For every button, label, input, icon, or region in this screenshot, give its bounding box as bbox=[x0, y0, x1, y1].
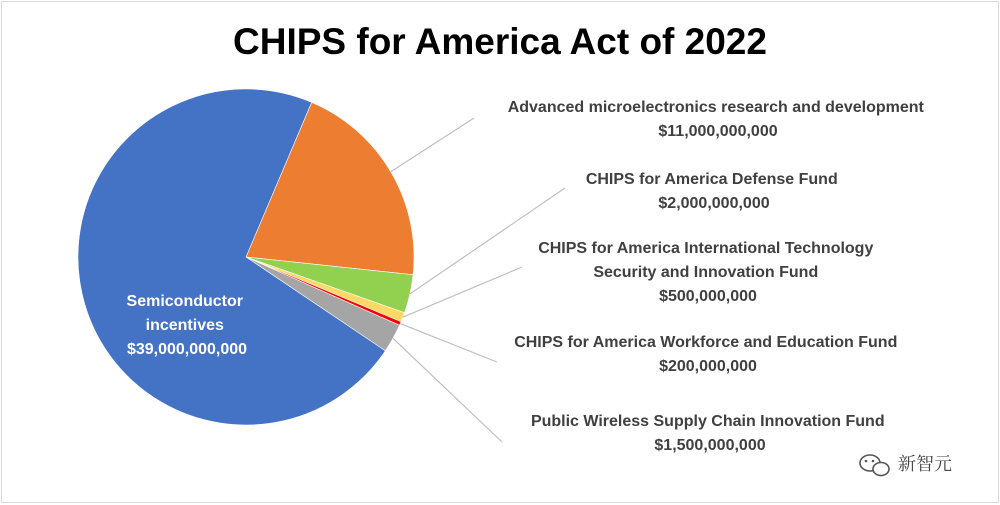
watermark bbox=[860, 454, 952, 476]
chart-canvas bbox=[1, 1, 999, 503]
watermark-text: 新智元 bbox=[898, 454, 952, 475]
leader-line-workforce-fund bbox=[400, 324, 497, 362]
leader-line-international-technology-fund bbox=[403, 267, 522, 317]
slice-label-workforce-fund: CHIPS for America Workforce and Education Fund $200,000,000 bbox=[514, 334, 898, 375]
chart-title: CHIPS for America Act of 2022 bbox=[233, 21, 767, 62]
slice-label-defense-fund: CHIPS for America Defense Fund $2,000,000,000 bbox=[585, 171, 838, 212]
slice-label-semiconductor: Semiconductor incentives $39,000,000,000 bbox=[126, 293, 248, 358]
slice-label-wireless-fund: Public Wireless Supply Chain Innovation Fund $1,500,000,000 bbox=[530, 413, 885, 454]
wechat-logo-icon bbox=[860, 455, 889, 476]
leader-line-advanced-microelectronics bbox=[391, 118, 474, 172]
pie-chart bbox=[2, 2, 1000, 504]
leader-lines bbox=[391, 118, 565, 442]
leader-line-wireless-fund bbox=[393, 338, 502, 442]
pie-slices bbox=[78, 89, 414, 425]
slice-label-international-technology-fund: CHIPS for America International Technology Security and Innovation Fund $500,000,000 bbox=[538, 240, 874, 305]
slice-label-advanced-microelectronics: Advanced microelectronics research and development $11,000,000,000 bbox=[507, 99, 924, 140]
